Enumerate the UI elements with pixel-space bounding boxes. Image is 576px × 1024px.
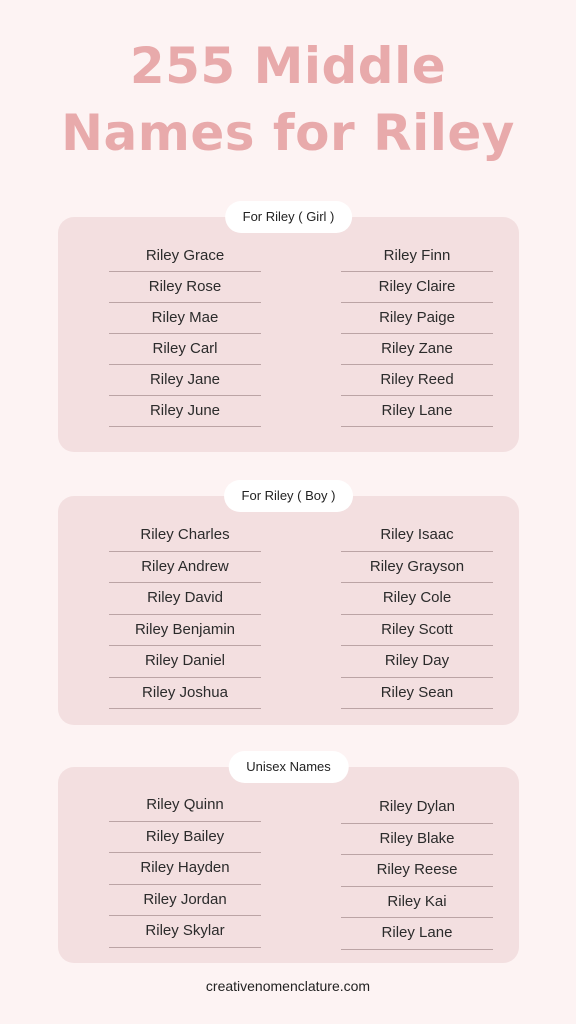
name-list-item: Riley Lane: [341, 918, 493, 950]
name-list-item: Riley Dylan: [341, 792, 493, 824]
name-list-item: Riley Paige: [341, 303, 493, 334]
boy-section-label: For Riley ( Boy ): [224, 480, 354, 512]
name-list-item: Riley Grayson: [341, 552, 493, 584]
name-list-item: Riley Finn: [341, 241, 493, 272]
name-list-item: Riley Bailey: [109, 822, 261, 854]
name-list-item: Riley Jane: [109, 365, 261, 396]
name-list-item: Riley Claire: [341, 272, 493, 303]
name-list-item: Riley Zane: [341, 334, 493, 365]
name-list-item: Riley Andrew: [109, 552, 261, 584]
name-list-item: Riley Charles: [109, 520, 261, 552]
unisex-names-left-column: [109, 790, 261, 948]
boy-names-right-column: [341, 520, 493, 709]
page-title-line-2: Names for Riley: [61, 104, 515, 162]
unisex-names-right-column: [341, 792, 493, 950]
name-list-item: Riley Blake: [341, 824, 493, 856]
name-list-item: Riley Daniel: [109, 646, 261, 678]
girl-names-card: [58, 209, 519, 452]
name-list-item: Riley Mae: [109, 303, 261, 334]
name-list-item: Riley Day: [341, 646, 493, 678]
name-list-item: Riley Benjamin: [109, 615, 261, 647]
name-list-item: Riley Cole: [341, 583, 493, 615]
name-list-item: Riley Grace: [109, 241, 261, 272]
unisex-names-card: [58, 759, 519, 963]
name-list-item: Riley Reed: [341, 365, 493, 396]
name-list-item: Riley David: [109, 583, 261, 615]
name-list-item: Riley Skylar: [109, 916, 261, 948]
name-list-item: Riley Quinn: [109, 790, 261, 822]
name-list-item: Riley June: [109, 396, 261, 427]
name-list-item: Riley Lane: [341, 396, 493, 427]
name-list-item: Riley Jordan: [109, 885, 261, 917]
boy-names-left-column: [109, 520, 261, 709]
unisex-section-label: Unisex Names: [228, 751, 349, 783]
girl-section-label: For Riley ( Girl ): [225, 201, 353, 233]
footer-website: creativenomenclature.com: [205, 978, 371, 994]
name-list-item: Riley Scott: [341, 615, 493, 647]
page-title-line-1: 255 Middle: [129, 37, 447, 95]
name-list-item: Riley Isaac: [341, 520, 493, 552]
name-list-item: Riley Sean: [341, 678, 493, 710]
name-list-item: Riley Reese: [341, 855, 493, 887]
girl-names-left-column: [109, 241, 261, 427]
name-list-item: Riley Rose: [109, 272, 261, 303]
boy-names-card: [58, 488, 519, 725]
name-list-item: Riley Carl: [109, 334, 261, 365]
name-list-item: Riley Kai: [341, 887, 493, 919]
name-list-item: Riley Hayden: [109, 853, 261, 885]
girl-names-right-column: [341, 241, 493, 427]
name-list-item: Riley Joshua: [109, 678, 261, 710]
